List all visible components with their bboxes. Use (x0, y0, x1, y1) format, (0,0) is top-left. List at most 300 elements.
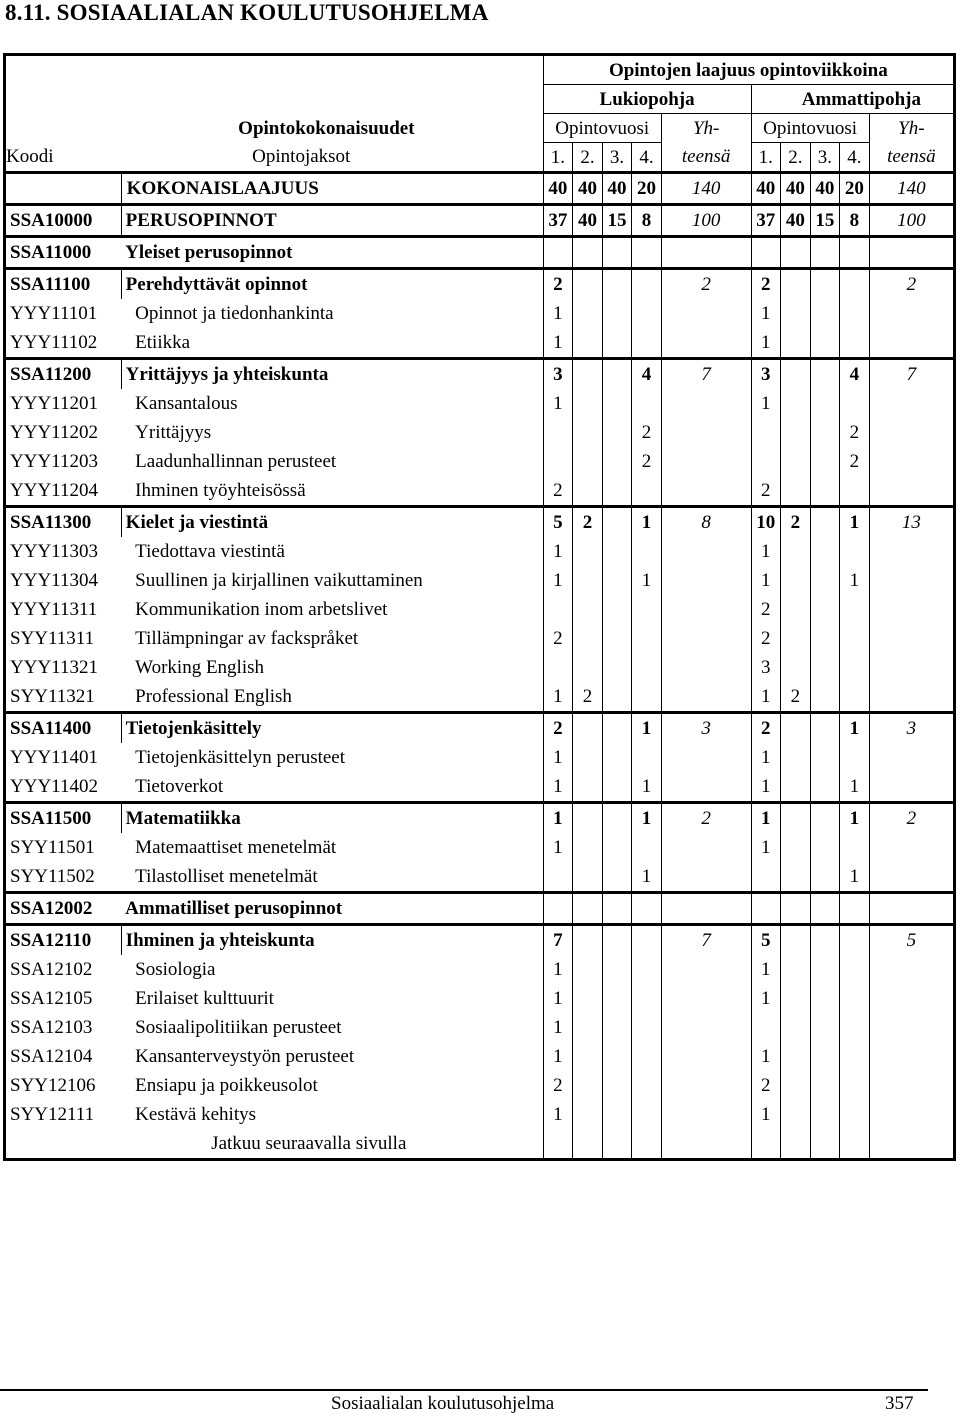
credit-cell (781, 1013, 811, 1042)
credit-cell (573, 237, 603, 269)
total-cell (869, 984, 953, 1013)
course-name: Yrittäjyys (135, 422, 212, 443)
credit-cell (781, 447, 811, 476)
credit-cell (602, 925, 632, 956)
credit-cell (632, 595, 662, 624)
year-3-ammatti: 3. (810, 143, 840, 173)
credit-cell (602, 1100, 632, 1129)
credit-cell (781, 269, 811, 300)
credit-cell (751, 893, 781, 925)
course-code: SSA12105 (10, 988, 93, 1009)
section-row (6, 269, 953, 300)
credit-cell (602, 833, 632, 862)
year-1-lukio: 1. (543, 143, 573, 173)
total-cell (661, 328, 751, 359)
course-rows (6, 173, 953, 1130)
course-code: SYY11321 (10, 686, 95, 707)
course-code: SSA12102 (10, 959, 93, 980)
total-cell (661, 418, 751, 447)
total-cell (869, 328, 953, 359)
curriculum-table-frame (3, 53, 956, 1161)
footer-rule (0, 1389, 928, 1391)
credit-cell (573, 1013, 603, 1042)
total-cell: 140 (869, 173, 953, 205)
course-row (6, 862, 953, 893)
total-cell (869, 772, 953, 803)
course-code: SYY12106 (10, 1075, 96, 1096)
total-cell (661, 862, 751, 893)
credit-cell (632, 476, 662, 507)
credit-cell: 2 (751, 713, 781, 744)
credit-cell (781, 743, 811, 772)
course-code: SSA10000 (6, 205, 121, 237)
credit-cell (810, 713, 840, 744)
course-row (6, 447, 953, 476)
footer-title: Sosiaalialan koulutusohjelma (331, 1393, 555, 1414)
total-cell (661, 743, 751, 772)
credit-cell: 40 (573, 173, 603, 205)
credit-cell (781, 299, 811, 328)
credit-cell: 2 (751, 1071, 781, 1100)
total-cell (869, 743, 953, 772)
credit-cell: 1 (840, 713, 870, 744)
total-cell: 100 (661, 205, 751, 237)
credit-cell: 37 (543, 205, 573, 237)
year-2-lukio: 2. (573, 143, 603, 173)
credit-cell (751, 447, 781, 476)
total-cell (869, 1013, 953, 1042)
credit-cell: 1 (543, 772, 573, 803)
course-name: Erilaiset kulttuurit (135, 988, 274, 1009)
total-cell (661, 595, 751, 624)
credit-cell: 40 (781, 173, 811, 205)
credit-cell (840, 833, 870, 862)
credit-cell (573, 418, 603, 447)
course-name: Professional English (135, 686, 292, 707)
credit-cell (543, 447, 573, 476)
credit-cell (840, 925, 870, 956)
credit-cell (781, 476, 811, 507)
credit-cell (602, 476, 632, 507)
credit-cell: 1 (632, 862, 662, 893)
credit-cell: 1 (543, 389, 573, 418)
credit-cell: 3 (751, 653, 781, 682)
course-row (6, 833, 953, 862)
course-name: Kestävä kehitys (135, 1104, 256, 1125)
credit-cell (573, 833, 603, 862)
credit-cell (573, 925, 603, 956)
course-code: SSA12002 (6, 893, 121, 925)
course-name: PERUSOPINNOT (121, 205, 543, 237)
opintokokonaisuudet-header: Opintokokonaisuudet (238, 117, 415, 139)
year-4-lukio: 4. (632, 143, 662, 173)
credit-cell (781, 653, 811, 682)
credit-cell: 5 (543, 507, 573, 538)
section-row (6, 507, 953, 538)
koodi-header: Koodi (6, 143, 121, 173)
credit-cell: 2 (840, 447, 870, 476)
credit-cell (573, 595, 603, 624)
course-row (6, 1071, 953, 1100)
total-cell (661, 447, 751, 476)
credit-cell: 1 (751, 682, 781, 713)
credit-cell: 2 (543, 713, 573, 744)
credit-cell (840, 1013, 870, 1042)
credit-cell (632, 328, 662, 359)
course-name: Ihminen työyhteisössä (135, 480, 306, 501)
credit-cell (573, 1071, 603, 1100)
year-4-ammatti: 4. (840, 143, 870, 173)
course-code: SYY11502 (10, 866, 95, 887)
credit-cell (632, 955, 662, 984)
course-name: Matematiikka (121, 803, 543, 834)
credit-cell (840, 1042, 870, 1071)
course-row (6, 537, 953, 566)
total-cell (661, 624, 751, 653)
total-cell (661, 772, 751, 803)
total-cell (661, 1013, 751, 1042)
total-cell (869, 389, 953, 418)
opintojaksot-header: Opintojaksot (121, 143, 543, 173)
total-cell (869, 237, 953, 269)
credit-cell (840, 893, 870, 925)
course-name: Yleiset perusopinnot (121, 237, 543, 269)
credit-cell (810, 1100, 840, 1129)
credit-cell (573, 713, 603, 744)
credit-cell (810, 237, 840, 269)
credit-cell: 1 (751, 772, 781, 803)
course-name: Tietojenkäsittelyn perusteet (135, 747, 346, 768)
section-row (6, 359, 953, 390)
course-row (6, 595, 953, 624)
credit-cell: 1 (543, 537, 573, 566)
credit-cell: 10 (751, 507, 781, 538)
credit-cell (840, 743, 870, 772)
section-row (6, 237, 953, 269)
credit-cell (602, 595, 632, 624)
year-3-lukio: 3. (602, 143, 632, 173)
credit-cell (602, 237, 632, 269)
total-cell (869, 1100, 953, 1129)
credit-cell (840, 984, 870, 1013)
credit-cell (840, 328, 870, 359)
yhteensa-lukio-header-a: Yh- (661, 114, 751, 143)
credit-cell: 1 (751, 833, 781, 862)
credit-cell (840, 537, 870, 566)
course-code: YYY11304 (10, 570, 98, 591)
course-code: YYY11102 (10, 332, 98, 353)
credit-cell (810, 359, 840, 390)
credit-cell: 1 (543, 328, 573, 359)
credit-cell (810, 1042, 840, 1071)
course-name: Working English (135, 657, 264, 678)
course-name: Ihminen ja yhteiskunta (121, 925, 543, 956)
credit-cell (632, 743, 662, 772)
credit-cell (573, 537, 603, 566)
credit-cell (632, 1071, 662, 1100)
credit-cell: 2 (781, 507, 811, 538)
total-cell (869, 537, 953, 566)
course-name: Suullinen ja kirjallinen vaikuttaminen (135, 570, 423, 591)
credit-cell: 1 (632, 713, 662, 744)
credit-cell: 1 (543, 743, 573, 772)
credit-cell (810, 537, 840, 566)
credit-cell: 40 (602, 173, 632, 205)
total-cell (869, 1042, 953, 1071)
year-1-ammatti: 1. (751, 143, 781, 173)
total-cell (661, 389, 751, 418)
credit-cell (810, 389, 840, 418)
credit-cell (632, 833, 662, 862)
course-name: Tilastolliset menetelmät (135, 866, 318, 887)
course-name: Ammatilliset perusopinnot (121, 893, 543, 925)
credit-cell (543, 237, 573, 269)
course-code: YYY11311 (10, 599, 98, 620)
credit-cell: 2 (573, 507, 603, 538)
credit-cell (602, 1071, 632, 1100)
credit-cell: 5 (751, 925, 781, 956)
credit-cell (632, 624, 662, 653)
course-code: YYY11402 (10, 776, 98, 797)
credit-cell (573, 269, 603, 300)
credit-cell (602, 269, 632, 300)
credit-cell (602, 447, 632, 476)
course-name: Kansanterveystyön perusteet (135, 1046, 355, 1067)
section-row (6, 803, 953, 834)
yhteensa-ammatti-header-a: Yh- (869, 114, 953, 143)
credit-cell (632, 984, 662, 1013)
credit-cell (781, 1071, 811, 1100)
credit-cell (602, 359, 632, 390)
credit-cell (781, 328, 811, 359)
course-name: Yrittäjyys ja yhteiskunta (121, 359, 543, 390)
credit-cell: 8 (632, 205, 662, 237)
credit-cell (810, 624, 840, 653)
credit-cell (781, 359, 811, 390)
credit-cell: 1 (632, 803, 662, 834)
credit-cell (632, 389, 662, 418)
credit-cell: 1 (751, 328, 781, 359)
credit-cell: 1 (543, 803, 573, 834)
scope-header: Opintojen laajuus opintoviikkoina (543, 56, 953, 85)
credit-cell (810, 566, 840, 595)
credit-cell: 1 (751, 389, 781, 418)
course-row (6, 1013, 953, 1042)
credit-cell: 1 (840, 507, 870, 538)
credit-cell (543, 862, 573, 893)
credit-cell (781, 803, 811, 834)
total-cell (869, 476, 953, 507)
credit-cell: 1 (840, 772, 870, 803)
credit-cell (573, 389, 603, 418)
credit-cell: 1 (840, 803, 870, 834)
total-cell (661, 682, 751, 713)
course-code: SYY11311 (10, 628, 95, 649)
total-cell: 5 (869, 925, 953, 956)
credit-cell (573, 803, 603, 834)
credit-cell (840, 1100, 870, 1129)
course-row (6, 772, 953, 803)
credit-cell: 20 (632, 173, 662, 205)
course-name: Perehdyttävät opinnot (121, 269, 543, 300)
credit-cell (602, 743, 632, 772)
credit-cell: 1 (751, 566, 781, 595)
credit-cell: 40 (543, 173, 573, 205)
credit-cell (573, 299, 603, 328)
total-cell (661, 893, 751, 925)
credit-cell (602, 566, 632, 595)
course-name: Sosiaalipolitiikan perusteet (135, 1017, 342, 1038)
total-cell (869, 595, 953, 624)
credit-cell (602, 328, 632, 359)
course-row (6, 743, 953, 772)
course-row (6, 418, 953, 447)
total-cell (661, 833, 751, 862)
credit-cell (602, 803, 632, 834)
credit-cell (781, 925, 811, 956)
credit-cell: 1 (751, 955, 781, 984)
credit-cell (602, 862, 632, 893)
credit-cell: 1 (543, 1100, 573, 1129)
credit-cell: 1 (543, 1013, 573, 1042)
credit-cell (810, 833, 840, 862)
credit-cell (840, 299, 870, 328)
course-code: YYY11321 (10, 657, 98, 678)
credit-cell (840, 389, 870, 418)
credit-cell (781, 389, 811, 418)
course-name: Tietoverkot (135, 776, 224, 797)
credit-cell (810, 1071, 840, 1100)
course-code: SSA12110 (6, 925, 121, 956)
section-row (6, 925, 953, 956)
credit-cell (573, 1042, 603, 1071)
total-cell (661, 653, 751, 682)
course-name: Tiedottava viestintä (135, 541, 285, 562)
course-row (6, 653, 953, 682)
credit-cell (810, 743, 840, 772)
credit-cell: 1 (543, 1042, 573, 1071)
credit-cell (810, 984, 840, 1013)
credit-cell: 1 (543, 833, 573, 862)
course-row (6, 566, 953, 595)
lukiopohja-header: Lukiopohja (543, 85, 751, 114)
credit-cell: 40 (810, 173, 840, 205)
credit-cell (810, 418, 840, 447)
course-code: SYY12111 (10, 1104, 95, 1125)
total-cell (869, 653, 953, 682)
section-row (6, 713, 953, 744)
course-row (6, 1100, 953, 1129)
credit-cell: 40 (573, 205, 603, 237)
credit-cell (632, 299, 662, 328)
credit-cell (840, 955, 870, 984)
credit-cell: 2 (840, 418, 870, 447)
credit-cell (781, 893, 811, 925)
total-cell (661, 299, 751, 328)
credit-cell (573, 624, 603, 653)
credit-cell: 1 (632, 507, 662, 538)
credit-cell (781, 713, 811, 744)
credit-cell (751, 1013, 781, 1042)
credit-cell (840, 237, 870, 269)
credit-cell: 1 (632, 566, 662, 595)
credit-cell (781, 984, 811, 1013)
credit-cell (632, 1013, 662, 1042)
credit-cell: 1 (751, 743, 781, 772)
credit-cell (573, 893, 603, 925)
credit-cell (573, 476, 603, 507)
course-code: SSA11000 (6, 237, 121, 269)
total-cell (661, 537, 751, 566)
total-cell (869, 566, 953, 595)
credit-cell (781, 237, 811, 269)
course-code: SSA12103 (10, 1017, 93, 1038)
credit-cell (632, 925, 662, 956)
credit-cell (781, 862, 811, 893)
credit-cell: 1 (543, 955, 573, 984)
credit-cell (632, 537, 662, 566)
credit-cell (543, 893, 573, 925)
yhteensa-lukio-header-b: teensä (661, 143, 751, 173)
credit-cell (573, 566, 603, 595)
total-cell (869, 833, 953, 862)
credit-cell (781, 1042, 811, 1071)
credit-cell: 1 (751, 1042, 781, 1071)
credit-cell (543, 595, 573, 624)
curriculum-table (6, 56, 953, 1158)
credit-cell: 2 (751, 269, 781, 300)
course-name: Kansantalous (135, 393, 238, 414)
credit-cell (810, 328, 840, 359)
credit-cell (810, 925, 840, 956)
credit-cell (602, 1042, 632, 1071)
credit-cell (810, 507, 840, 538)
page-number: 357 (885, 1393, 914, 1414)
credit-cell (781, 624, 811, 653)
course-code: YYY11204 (10, 480, 98, 501)
course-row (6, 955, 953, 984)
total-cell (661, 1071, 751, 1100)
total-cell (661, 1100, 751, 1129)
total-cell (661, 984, 751, 1013)
total-cell: 13 (869, 507, 953, 538)
credit-cell (751, 862, 781, 893)
credit-cell (840, 1071, 870, 1100)
credit-cell (602, 1013, 632, 1042)
course-name: Ensiapu ja poikkeusolot (135, 1075, 318, 1096)
credit-cell: 4 (632, 359, 662, 390)
total-cell: 7 (661, 925, 751, 956)
yhteensa-ammatti-header-b: teensä (869, 143, 953, 173)
credit-cell (840, 269, 870, 300)
credit-cell: 3 (543, 359, 573, 390)
credit-cell (632, 237, 662, 269)
credit-cell: 2 (632, 447, 662, 476)
credit-cell (602, 682, 632, 713)
course-code: YYY11303 (10, 541, 98, 562)
credit-cell (810, 803, 840, 834)
course-row (6, 682, 953, 713)
credit-cell: 37 (751, 205, 781, 237)
opintovuosi-lukio-header: Opintovuosi (543, 114, 661, 143)
course-row (6, 1042, 953, 1071)
course-name: KOKONAISLAAJUUS (121, 173, 543, 205)
credit-cell: 1 (632, 772, 662, 803)
credit-cell: 2 (543, 1071, 573, 1100)
credit-cell (810, 893, 840, 925)
credit-cell: 2 (751, 624, 781, 653)
credit-cell (810, 955, 840, 984)
